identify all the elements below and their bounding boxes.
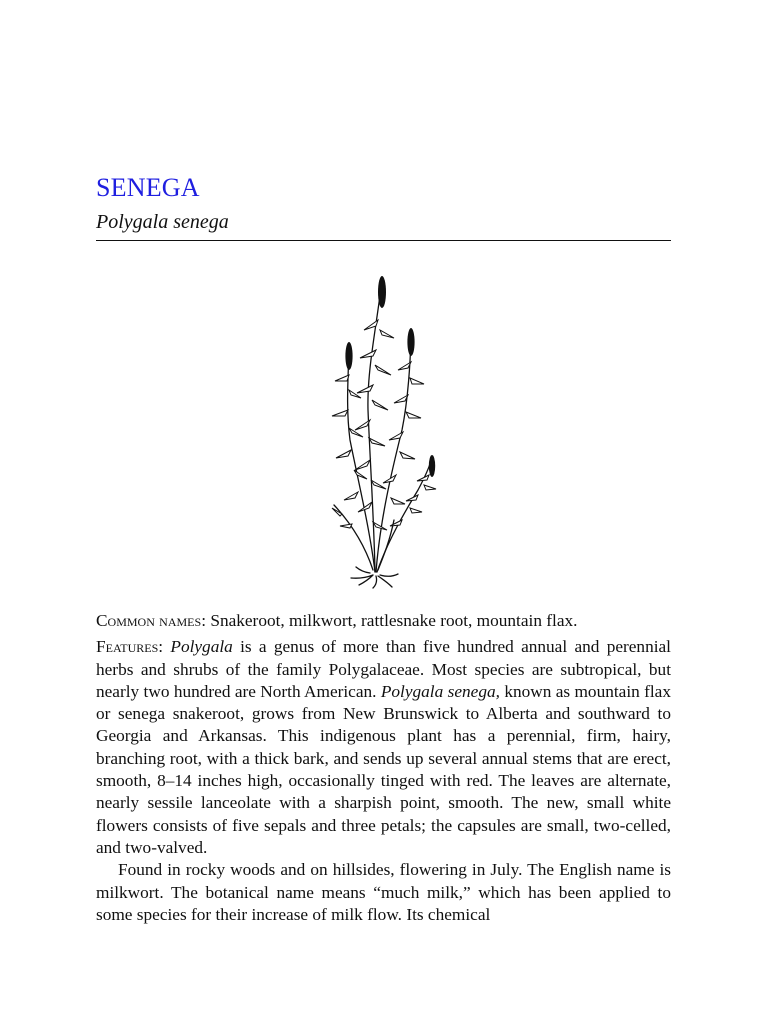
botanical-name: Polygala senega xyxy=(96,211,229,233)
features-text-2: known as mountain flax or senega snakeroot, grows from New Brunswick to Alberta and southward to Georgia and Arkansas. This indigenous plant has a perennial, firm, hairy, branching root, with a thick bark, and sends up several annual stems that are erect, smooth, 8–14 inches high, occasionally tinged with red. The leaves are alternate, nearly sessile lanceolate with a sharpish point, smooth. The new, small white flowers consists of five sepals and three petals; the capsules are small, two-celled, and two-valved. xyxy=(96,681,671,857)
features-paragraph xyxy=(96,636,671,859)
habitat-paragraph: Found in rocky woods and on hillsides, flowering in July. The English name is milkwort. The botanical name means “much milk,” which has been applied to some species for their increase of milk flow. Its chemical xyxy=(96,860,671,924)
common-names-label: Common names: xyxy=(96,611,206,630)
common-names-text: Snakeroot, milkwort, rattlesnake root, mountain flax. xyxy=(210,611,578,630)
genus-name: Polygala xyxy=(170,637,233,657)
senega-plant-illustration xyxy=(318,270,448,590)
title-rule xyxy=(96,240,671,241)
species-name: Polygala senega, xyxy=(380,681,500,701)
common-names-paragraph xyxy=(96,610,671,632)
page-title: SENEGA xyxy=(96,173,200,202)
features-text-1: is a genus of more than five hundred annual and perennial herbs and shrubs of the family Polygalaceae. Most species are subtropical, but nearly two hundred are North American. xyxy=(96,637,671,701)
body-text xyxy=(96,610,671,926)
features-label: Features: xyxy=(96,637,164,657)
